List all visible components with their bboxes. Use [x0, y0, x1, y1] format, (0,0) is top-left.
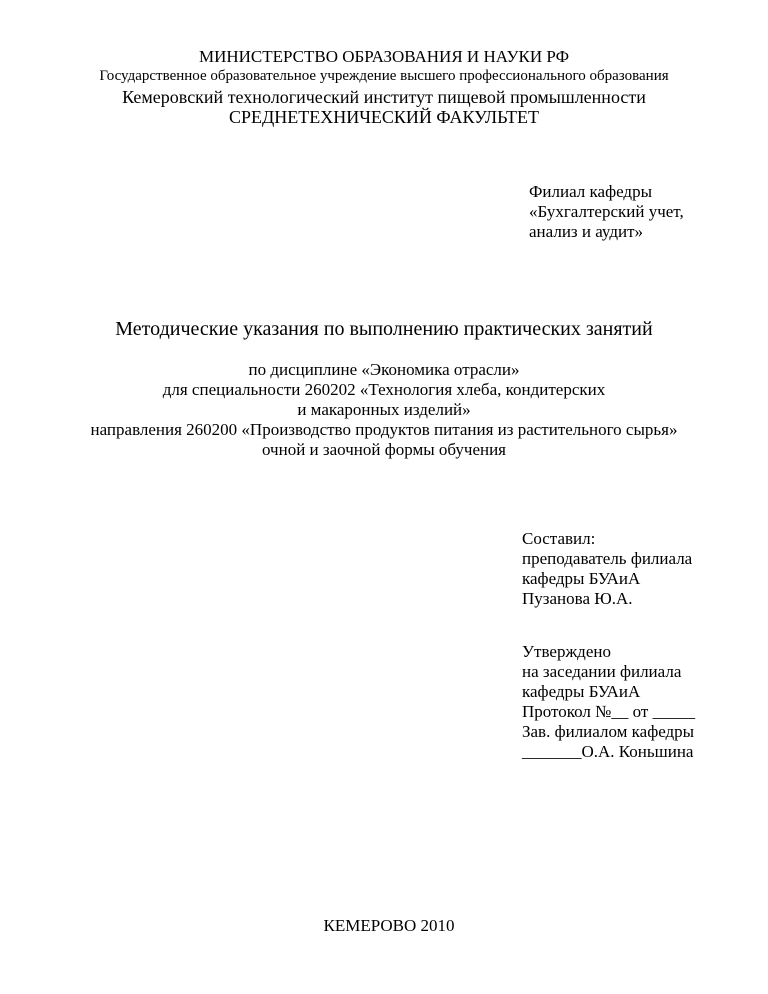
department-block — [529, 182, 684, 242]
approved-block — [522, 642, 695, 762]
subtitle-line: направления 260200 «Производство продуктов питания из растительного сырья» — [90, 420, 678, 439]
subtitle-block — [0, 360, 768, 460]
approved-line: на заседании филиала — [522, 662, 682, 681]
subtitle-line: очной и заочной формы обучения — [261, 440, 507, 459]
city-year: КЕМЕРОВО 2010 — [323, 916, 455, 935]
approved-line: Зав. филиалом кафедры — [522, 722, 695, 741]
subtitle-line: для специальности 260202 «Технология хлеба, кондитерских — [162, 380, 606, 399]
subtitle-line: по дисциплине «Экономика отрасли» — [248, 360, 520, 379]
compiled-block — [522, 529, 692, 609]
approved-line: Протокол №__ от _____ — [522, 702, 696, 721]
department-line: анализ и аудит» — [529, 222, 644, 241]
approved-line: _______О.А. Коньшина — [522, 742, 694, 761]
document-title: Методические указания по выполнению практических занятий — [115, 318, 653, 340]
approved-line: Утверждено — [522, 642, 611, 661]
compiled-line: Пузанова Ю.А. — [522, 589, 633, 608]
compiled-line: кафедры БУАиА — [522, 569, 641, 588]
compiled-line: преподаватель филиала — [522, 549, 693, 568]
institution-type: Государственное образовательное учреждение высшего профессионального образования — [99, 68, 669, 84]
compiled-line: Составил: — [522, 529, 596, 548]
subtitle-line: и макаронных изделий» — [297, 400, 471, 419]
department-line: «Бухгалтерский учет, — [529, 202, 684, 221]
department-line: Филиал кафедры — [529, 182, 652, 201]
faculty-name: СРЕДНЕТЕХНИЧЕСКИЙ ФАКУЛЬТЕТ — [228, 107, 540, 127]
approved-line: кафедры БУАиА — [522, 682, 641, 701]
institute-name: Кемеровский технологический институт пищевой промышленности — [122, 87, 646, 107]
ministry-heading: МИНИСТЕРСТВО ОБРАЗОВАНИЯ И НАУКИ РФ — [198, 47, 570, 66]
